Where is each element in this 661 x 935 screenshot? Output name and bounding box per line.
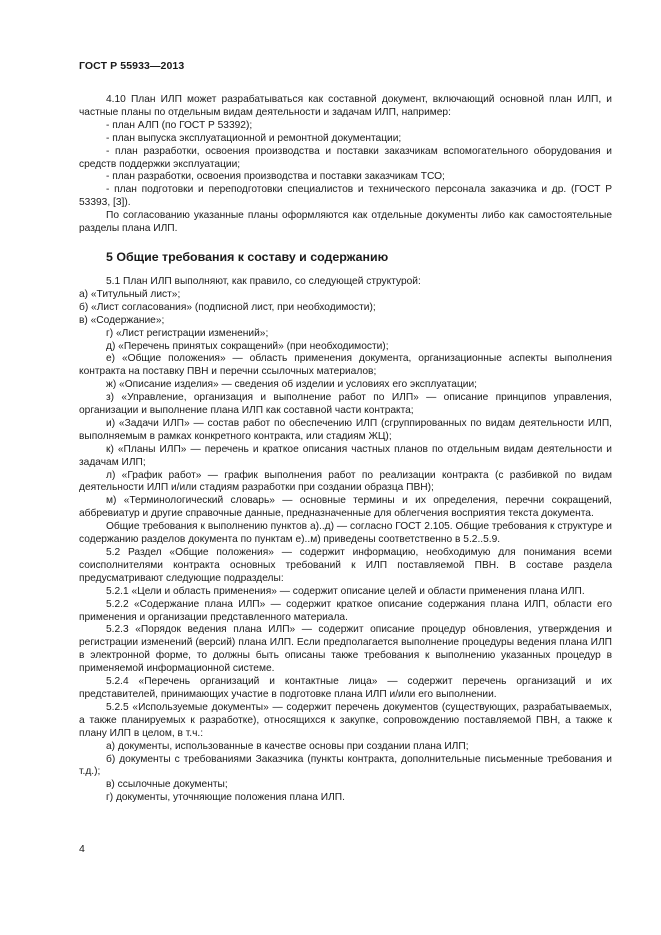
list-item: - план АЛП (по ГОСТ Р 53392); — [106, 119, 253, 131]
list-item: и) «Задачи ИЛП» — состав работ по обеспечению ИЛП (сгруппированных по видам деятельности ИЛП, выполняемым в рамках конкретного контракта, или стадиям ЖЦ); — [79, 417, 612, 442]
list-item: - план разработки, освоения производства и поставки заказчикам вспомогательного оборудования и средств поддержки эксплуатации; — [79, 145, 612, 170]
section-4-10 — [79, 94, 612, 236]
paragraph-5-2-2: 5.2.2 «Содержание плана ИЛП» — содержит краткое описание содержания плана ИЛП, области его применения и организации представленного материала. — [79, 598, 612, 623]
list-item: д) «Перечень принятых сокращений» (при необходимости); — [106, 340, 389, 352]
list-item: г) документы, уточняющие положения плана ИЛП. — [106, 792, 345, 804]
paragraph-5-2-4: 5.2.4 «Перечень организаций и контактные лица» — содержит перечень организаций и их представителей, принимающих участие в подготовке плана ИЛП и/или его выполнении. — [79, 676, 612, 700]
paragraph-4-10: 4.10 План ИЛП может разрабатываться как составной документ, включающий основной план ИЛП, и частные планы по отдельным видам деятельности и задачам ИЛП, например: — [79, 94, 612, 118]
list-item: ж) «Описание изделия» — сведения об изделии и условиях его эксплуатации; — [106, 379, 478, 391]
list-item: з) «Управление, организация и выполнение работ по ИЛП» — описание принципов управления, организации и выполнение плана ИЛП как составной части контракта; — [79, 392, 612, 417]
section-5 — [79, 276, 612, 805]
list-item: - план разработки, освоения производства и поставки заказчикам ТСО; — [106, 171, 445, 183]
page-number: 4 — [79, 843, 85, 855]
list-item: б) «Лист согласования» (подписной лист, при необходимости); — [79, 301, 376, 313]
paragraph-5-2-1: 5.2.1 «Цели и область применения» — содержит описание целей и области применения плана ИЛП. — [106, 585, 585, 597]
document-body — [79, 94, 612, 805]
paragraph-5-1: 5.1 План ИЛП выполняют, как правило, со следующей структурой: — [106, 275, 421, 287]
paragraph-5-2-3: 5.2.3 «Порядок ведения плана ИЛП» — содержит описание процедур обновления, утверждения и регистрации изменений (версий) плана ИЛП. Если предполагается выполнение процедуры ведения плана ИЛП в электронной форме, то должны быть описаны также требования к выполнению указанных процедур в применяемой информационной системе. — [79, 624, 612, 675]
list-item: е) «Общие положения» — область применения документа, организационные аспекты выполнения контракта на поставку ПВН и перечни ссылочных материалов; — [79, 353, 612, 378]
list-item: г) «Лист регистрации изменений»; — [106, 327, 269, 339]
document-header: ГОСТ Р 55933—2013 — [79, 60, 185, 72]
list-item: - план подготовки и переподготовки специалистов и технического персонала заказчика и др. (ГОСТ Р 53393, [3]). — [79, 184, 612, 209]
list-item: в) «Содержание»; — [79, 314, 165, 326]
list-item: в) ссылочные документы; — [106, 779, 228, 791]
list-item: к) «Планы ИЛП» — перечень и краткое описания частных планов по отдельным видам деятельности и задачам ИЛП; — [79, 443, 612, 468]
list-item: б) документы с требованиями Заказчика (пункты контракта, дополнительные письменные требования и т.д.); — [79, 753, 612, 778]
paragraph-5-2: 5.2 Раздел «Общие положения» — содержит информацию, необходимую для понимания всеми соисполнителями контракта основных требований к ИЛП поставляемой ПВН. В составе раздела предусматривают следующие подразделы: — [79, 547, 612, 584]
list-item: а) «Титульный лист»; — [79, 288, 181, 300]
paragraph: По согласованию указанные планы оформляются как отдельные документы либо как самостоятельные разделы плана ИЛП. — [79, 210, 612, 235]
list-item: - план выпуска эксплуатационной и ремонтной документации; — [106, 132, 402, 144]
list-item: л) «График работ» — график выполнения работ по реализации контракта (с разбивкой по видам деятельности ИЛП и/или стадиям разработки при создании образца ПВН); — [79, 469, 612, 494]
list-item: а) документы, использованные в качестве основы при создании плана ИЛП; — [106, 740, 469, 752]
list-item: м) «Терминологический словарь» — основные термины и их определения, перечни сокращений, аббревиатур и другие справочные данные, предназначенные для облегчения восприятия текста документа. — [79, 495, 612, 520]
section-5-heading: 5 Общие требования к составу и содержанию — [106, 249, 389, 264]
paragraph-5-2-5: 5.2.5 «Используемые документы» — содержит перечень документов (существующих, разрабатываемых, а также планируемых к разработке), относящихся к закупке, сопровождению поставляемой ПВН, а также к плану ИЛП в целом, в т.ч.: — [79, 701, 612, 739]
paragraph: Общие требования к выполнению пунктов а)..д) — согласно ГОСТ 2.105. Общие требования к структуре и содержанию разделов документа по пунктам е)..м) приведены соответственно в 5.2..5.9. — [79, 521, 612, 546]
